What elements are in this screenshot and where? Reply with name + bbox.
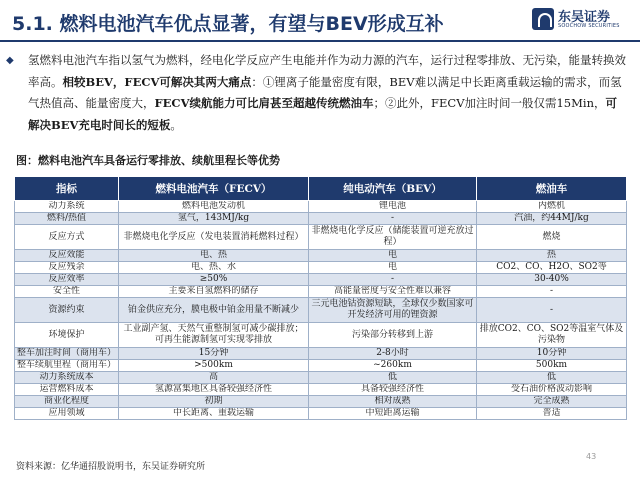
table-cell: 电 xyxy=(309,262,477,274)
logo-name-cn: 东吴证券 xyxy=(558,10,611,25)
table-cell: 500km xyxy=(477,360,627,372)
bullet-diamond-icon: ◆ xyxy=(6,55,14,66)
table-row xyxy=(15,348,627,360)
table-row xyxy=(15,408,627,420)
table-cell: 主要来自氢燃料的储存 xyxy=(119,286,309,298)
table-cell: 内燃机 xyxy=(477,201,627,213)
logo-icon xyxy=(532,8,554,30)
header-cell: 指标 xyxy=(15,177,119,201)
table-cell: 热 xyxy=(477,250,627,262)
table-header-row xyxy=(15,177,627,201)
table-cell: 氢气，143MJ/kg xyxy=(119,213,309,225)
header-cell: 燃油车 xyxy=(477,177,627,201)
header-cell: 纯电动汽车（BEV） xyxy=(309,177,477,201)
table-cell: 中长距离、重载运输 xyxy=(119,408,309,420)
intro-seg-7: 。 xyxy=(170,117,182,132)
table-row xyxy=(15,360,627,372)
table-cell: 受石油价格波动影响 xyxy=(477,384,627,396)
table-row xyxy=(15,298,627,323)
source-note: 资料来源：亿华通招股说明书，东吴证券研究所 xyxy=(16,462,206,472)
comparison-table xyxy=(14,176,627,420)
page-number: 43 xyxy=(586,452,597,461)
table-cell: 普适 xyxy=(477,408,627,420)
row-label: 应用领域 xyxy=(15,408,119,420)
table-cell: 电 xyxy=(309,250,477,262)
table-cell: - xyxy=(477,298,627,323)
table-cell: 非燃烧电化学反应（发电装置消耗燃料过程） xyxy=(119,225,309,250)
row-label: 安全性 xyxy=(15,286,119,298)
title-bar xyxy=(0,0,640,44)
table-cell: - xyxy=(309,213,477,225)
table-cell: 燃料电池发动机 xyxy=(119,201,309,213)
table-cell: 高 xyxy=(119,372,309,384)
row-label: 环境保护 xyxy=(15,323,119,348)
table-cell: 2-8小时 xyxy=(309,348,477,360)
row-label: 运营燃料成本 xyxy=(15,384,119,396)
table-row xyxy=(15,225,627,250)
table-cell: 电、热 xyxy=(119,250,309,262)
table-row xyxy=(15,286,627,298)
table-row xyxy=(15,372,627,384)
table-cell: 燃烧 xyxy=(477,225,627,250)
page-title: 5.1. 燃料电池汽车优点显著，有望与BEV形成互补 xyxy=(12,13,444,35)
row-label: 燃料/热值 xyxy=(15,213,119,225)
table-cell: 排放CO2、CO、SO2等温室气体及污染物 xyxy=(477,323,627,348)
table-cell: - xyxy=(309,274,477,286)
row-label: 资源约束 xyxy=(15,298,119,323)
table-row xyxy=(15,250,627,262)
table-cell: 电、热、水 xyxy=(119,262,309,274)
intro-text xyxy=(28,50,628,136)
table-row xyxy=(15,396,627,408)
figure-title: 图：燃料电池汽车具备运行零排放、续航里程长等优势 xyxy=(16,154,280,167)
table-row xyxy=(15,323,627,348)
row-label: 整车加注时间（商用车） xyxy=(15,348,119,360)
table-cell: 非燃烧电化学反应（储能装置可逆充放过程） xyxy=(309,225,477,250)
intro-seg-3: ：①锂离子能量密度有限，BEV难以满足中长距离重载运输的需求，而氢气热值高、能量密度大， xyxy=(28,74,622,110)
table-cell: 中短距离运输 xyxy=(309,408,477,420)
row-label: 动力系统 xyxy=(15,201,119,213)
row-label: 动力系统成本 xyxy=(15,372,119,384)
table-cell: 污染部分转移到上游 xyxy=(309,323,477,348)
row-label: 整车续航里程（商用车） xyxy=(15,360,119,372)
row-label: 商业化程度 xyxy=(15,396,119,408)
table-cell: 工业副产氢、天然气重整制氢可减少碳排放；可再生能源制氢可实现零排放 xyxy=(119,323,309,348)
table-cell: 初期 xyxy=(119,396,309,408)
intro-seg-6: 可解决BEV充电时间长的短板 xyxy=(28,96,617,132)
table-cell: 10分钟 xyxy=(477,348,627,360)
row-label: 反应效率 xyxy=(15,274,119,286)
table-cell: 锂电池 xyxy=(309,201,477,213)
table-cell: ≥50% xyxy=(119,274,309,286)
table-cell: 30-40% xyxy=(477,274,627,286)
row-label: 反应残余 xyxy=(15,262,119,274)
intro-seg-5: ；②此外，FECV加注时间一般仅需15Min， xyxy=(373,96,606,110)
row-label: 反应效能 xyxy=(15,250,119,262)
table-cell: 三元电池钴资源短缺，全球仅少数国家可开发经济可用的锂资源 xyxy=(309,298,477,323)
table-cell: - xyxy=(477,286,627,298)
table-cell: 氢源富集地区具备较强经济性 xyxy=(119,384,309,396)
table-cell: ~260km xyxy=(309,360,477,372)
table-cell: 相对成熟 xyxy=(309,396,477,408)
title-divider xyxy=(0,40,640,42)
table-cell: 汽油，约44MJ/kg xyxy=(477,213,627,225)
intro-seg-4: FECV续航能力可比肩甚至超越传统燃油车 xyxy=(154,96,374,110)
table-row xyxy=(15,213,627,225)
table-cell: 低 xyxy=(477,372,627,384)
table-row xyxy=(15,201,627,213)
table-row xyxy=(15,262,627,274)
table-cell: 完全成熟 xyxy=(477,396,627,408)
table-cell: 铂金供应充分，膜电极中铂金用量不断减少 xyxy=(119,298,309,323)
table-cell: >500km xyxy=(119,360,309,372)
intro-seg-1: 氢燃料电池汽车指以氢气为燃料，经电化学反应产生电能并作为动力源的汽车，运行过程零排放、无污染，能量转换效率高。 xyxy=(28,53,626,89)
logo-name-en: SOOCHOW SECURITIES xyxy=(558,23,620,29)
table-cell: CO2、CO、H2O、SO2等 xyxy=(477,262,627,274)
header-cell: 燃料电池汽车（FECV） xyxy=(119,177,309,201)
row-label: 反应方式 xyxy=(15,225,119,250)
table-cell: 具备较强经济性 xyxy=(309,384,477,396)
intro-seg-2: 相较BEV，FECV可解决其两大痛点 xyxy=(62,74,252,89)
table-row xyxy=(15,384,627,396)
table-cell: 低 xyxy=(309,372,477,384)
table-cell: 高能量密度与安全性难以兼容 xyxy=(309,286,477,298)
table-cell: 15分钟 xyxy=(119,348,309,360)
company-logo xyxy=(532,6,634,36)
table-row xyxy=(15,274,627,286)
